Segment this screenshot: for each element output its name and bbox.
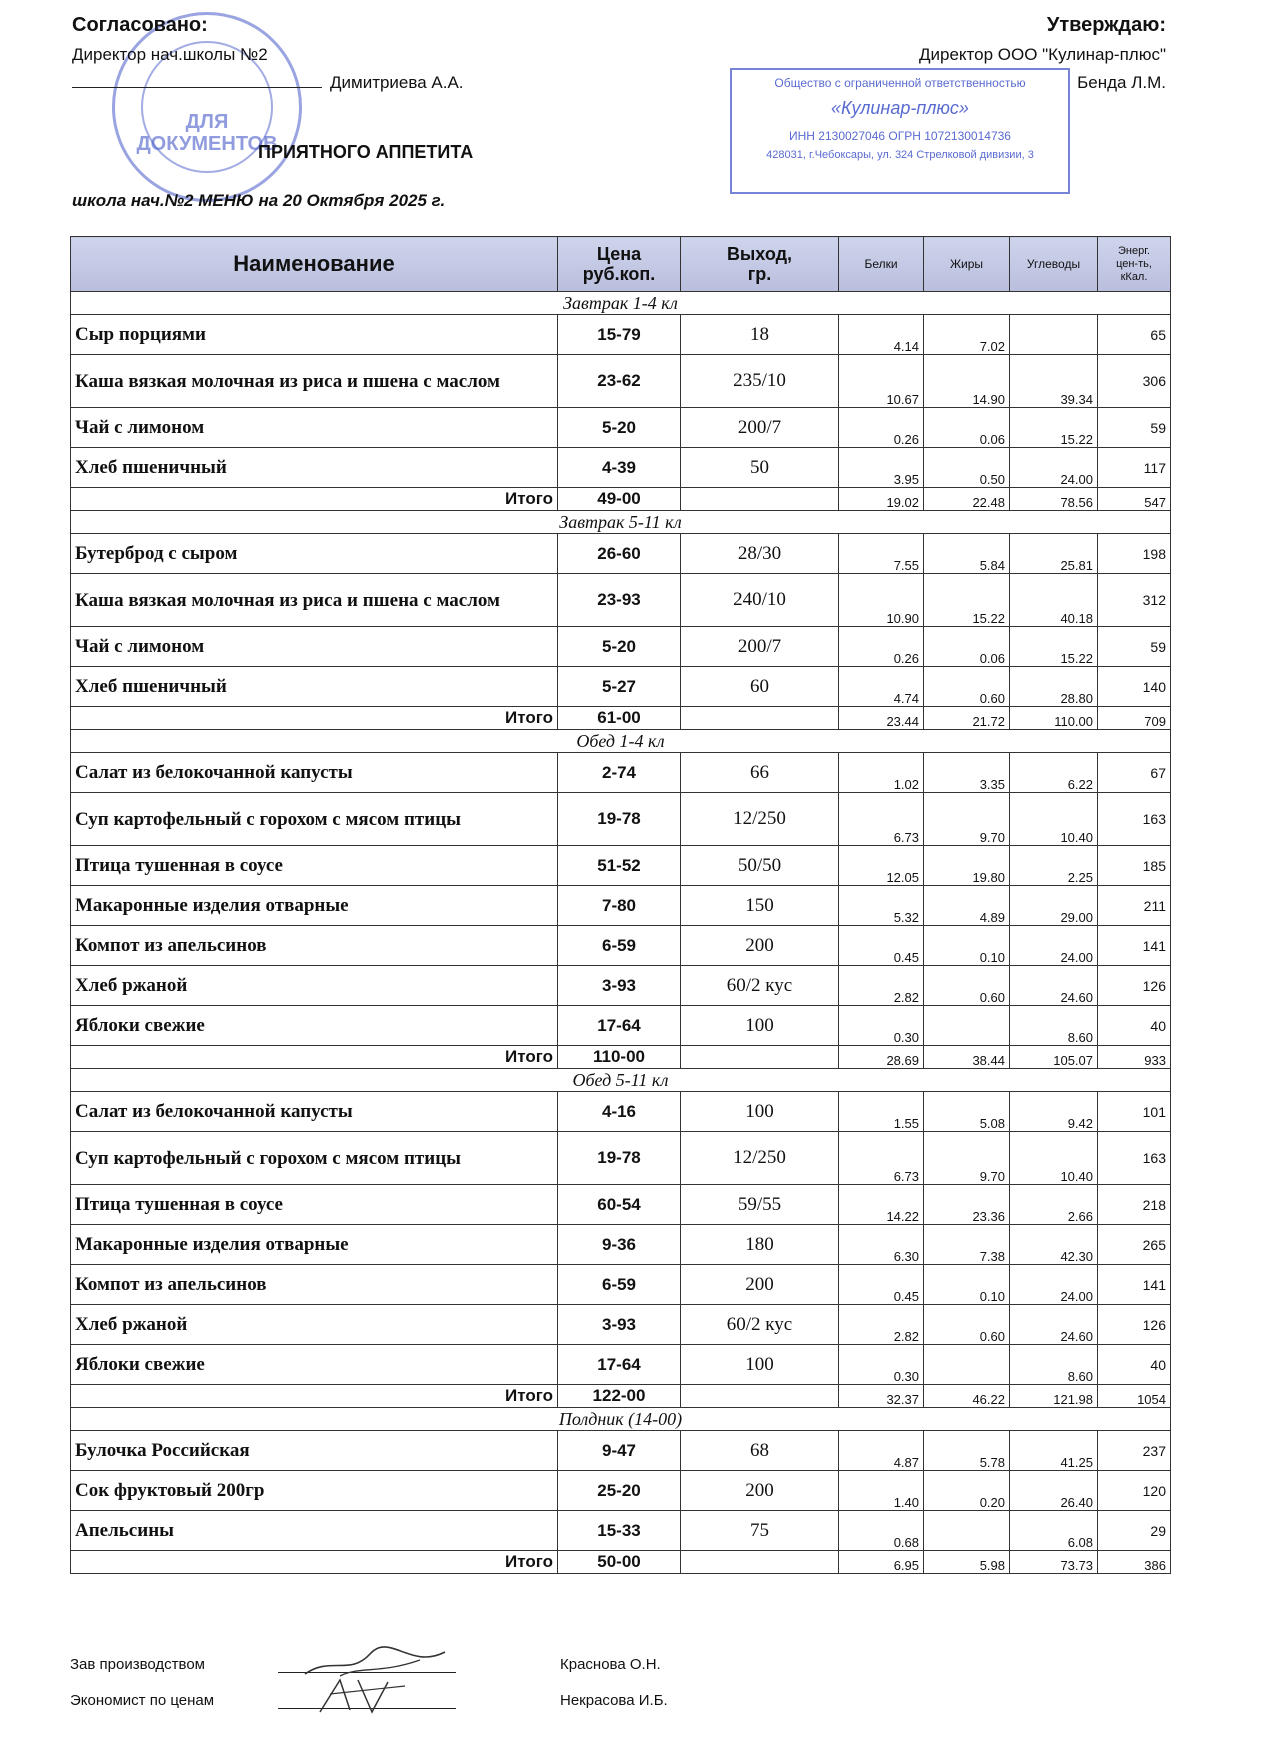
- dish-carbs: 25.81: [1010, 534, 1098, 574]
- dish-carbs: 6.08: [1010, 1511, 1098, 1551]
- total-yield-empty: [681, 1551, 839, 1574]
- dish-fat: [924, 1345, 1010, 1385]
- total-fat: 22.48: [924, 488, 1010, 511]
- dish-yield: 150: [681, 886, 839, 926]
- dish-name: Компот из апельсинов: [71, 926, 558, 966]
- dish-yield: 66: [681, 753, 839, 793]
- dish-yield: 200: [681, 926, 839, 966]
- dish-name: Салат из белокочанной капусты: [71, 753, 558, 793]
- dish-protein: 12.05: [839, 846, 924, 886]
- dish-energy: 65: [1098, 315, 1171, 355]
- dish-name: Суп картофельный с горохом с мясом птицы: [71, 793, 558, 846]
- dish-yield: 100: [681, 1006, 839, 1046]
- dish-yield: 100: [681, 1345, 839, 1385]
- table-row: [71, 1511, 1171, 1551]
- dish-energy: 218: [1098, 1185, 1171, 1225]
- dish-energy: 141: [1098, 1265, 1171, 1305]
- dish-name: Сыр порциями: [71, 315, 558, 355]
- dish-name: Хлеб ржаной: [71, 966, 558, 1006]
- dish-fat: 0.60: [924, 1305, 1010, 1345]
- dish-price: 19-78: [558, 1132, 681, 1185]
- dish-carbs: 15.22: [1010, 408, 1098, 448]
- table-row: [71, 1132, 1171, 1185]
- signature-economist: [310, 1672, 420, 1720]
- dish-energy: 198: [1098, 534, 1171, 574]
- dish-protein: 4.74: [839, 667, 924, 707]
- dish-name: Салат из белокочанной капусты: [71, 1092, 558, 1132]
- total-label: Итого: [71, 707, 558, 730]
- dish-name: Апельсины: [71, 1511, 558, 1551]
- dish-carbs: [1010, 315, 1098, 355]
- section-row: [71, 292, 1171, 315]
- dish-price: 3-93: [558, 1305, 681, 1345]
- menu-table-body: [71, 292, 1171, 1574]
- dish-name: Яблоки свежие: [71, 1345, 558, 1385]
- table-row: [71, 534, 1171, 574]
- total-fat: 21.72: [924, 707, 1010, 730]
- dish-energy: 265: [1098, 1225, 1171, 1265]
- dish-fat: 23.36: [924, 1185, 1010, 1225]
- dish-energy: 59: [1098, 408, 1171, 448]
- section-title: Завтрак 5-11 кл: [71, 511, 1171, 534]
- dish-carbs: 24.00: [1010, 1265, 1098, 1305]
- dish-protein: 3.95: [839, 448, 924, 488]
- total-row: [71, 707, 1171, 730]
- table-row: [71, 1345, 1171, 1385]
- dish-price: 5-20: [558, 408, 681, 448]
- dish-price: 5-27: [558, 667, 681, 707]
- dish-carbs: 15.22: [1010, 627, 1098, 667]
- dish-fat: 7.38: [924, 1225, 1010, 1265]
- total-energy: 933: [1098, 1046, 1171, 1069]
- dish-energy: 120: [1098, 1471, 1171, 1511]
- dish-fat: 0.60: [924, 966, 1010, 1006]
- dish-price: 26-60: [558, 534, 681, 574]
- dish-carbs: 24.60: [1010, 966, 1098, 1006]
- dish-fat: 5.78: [924, 1431, 1010, 1471]
- total-row: [71, 488, 1171, 511]
- total-row: [71, 1046, 1171, 1069]
- total-row: [71, 1551, 1171, 1574]
- dish-fat: 4.89: [924, 886, 1010, 926]
- dish-protein: 6.30: [839, 1225, 924, 1265]
- table-row: [71, 846, 1171, 886]
- dish-carbs: 2.25: [1010, 846, 1098, 886]
- dish-energy: 306: [1098, 355, 1171, 408]
- section-title: Завтрак 1-4 кл: [71, 292, 1171, 315]
- table-row: [71, 315, 1171, 355]
- round-stamp-text: ДЛЯ ДОКУМЕНТОВ: [136, 111, 278, 155]
- table-row: [71, 574, 1171, 627]
- col-protein: Белки: [839, 237, 924, 292]
- dish-protein: 1.02: [839, 753, 924, 793]
- total-energy: 1054: [1098, 1385, 1171, 1408]
- dish-name: Чай с лимоном: [71, 408, 558, 448]
- dish-carbs: 2.66: [1010, 1185, 1098, 1225]
- total-protein: 32.37: [839, 1385, 924, 1408]
- dish-name: Бутерброд с сыром: [71, 534, 558, 574]
- dish-fat: 14.90: [924, 355, 1010, 408]
- total-protein: 23.44: [839, 707, 924, 730]
- dish-protein: 10.90: [839, 574, 924, 627]
- table-row: [71, 886, 1171, 926]
- dish-yield: 12/250: [681, 793, 839, 846]
- dish-price: 6-59: [558, 926, 681, 966]
- table-row: [71, 1305, 1171, 1345]
- approved-title: Утверждаю:: [1046, 14, 1166, 36]
- dish-carbs: 39.34: [1010, 355, 1098, 408]
- total-yield-empty: [681, 1046, 839, 1069]
- dish-name: Чай с лимоном: [71, 627, 558, 667]
- dish-protein: 0.30: [839, 1006, 924, 1046]
- stamp-line-1: Общество с ограниченной ответственностью: [774, 76, 1026, 90]
- dish-carbs: 24.60: [1010, 1305, 1098, 1345]
- table-row: [71, 966, 1171, 1006]
- dish-energy: 40: [1098, 1345, 1171, 1385]
- total-label: Итого: [71, 1046, 558, 1069]
- dish-yield: 200: [681, 1471, 839, 1511]
- dish-carbs: 10.40: [1010, 1132, 1098, 1185]
- dish-energy: 40: [1098, 1006, 1171, 1046]
- dish-energy: 237: [1098, 1431, 1171, 1471]
- dish-name: Птица тушенная в соусе: [71, 1185, 558, 1225]
- table-row: [71, 1006, 1171, 1046]
- dish-price: 4-39: [558, 448, 681, 488]
- dish-price: 6-59: [558, 1265, 681, 1305]
- total-protein: 6.95: [839, 1551, 924, 1574]
- dish-price: 19-78: [558, 793, 681, 846]
- dish-fat: 0.50: [924, 448, 1010, 488]
- dish-protein: 0.45: [839, 926, 924, 966]
- dish-yield: 100: [681, 1092, 839, 1132]
- dish-yield: 60/2 кус: [681, 1305, 839, 1345]
- col-price: Цена руб.коп.: [558, 237, 681, 292]
- dish-price: 23-62: [558, 355, 681, 408]
- table-row: [71, 408, 1171, 448]
- total-price: 110-00: [558, 1046, 681, 1069]
- menu-date: школа нач.№2 МЕНЮ на 20 Октября 2025 г.: [72, 191, 446, 210]
- section-title: Полдник (14-00): [71, 1408, 1171, 1431]
- dish-carbs: 9.42: [1010, 1092, 1098, 1132]
- dish-energy: 185: [1098, 846, 1171, 886]
- dish-name: Хлеб пшеничный: [71, 667, 558, 707]
- agreed-signature-line: [72, 73, 632, 93]
- dish-carbs: 10.40: [1010, 793, 1098, 846]
- dish-name: Яблоки свежие: [71, 1006, 558, 1046]
- total-yield-empty: [681, 1385, 839, 1408]
- dish-protein: 6.73: [839, 1132, 924, 1185]
- dish-fat: 7.02: [924, 315, 1010, 355]
- dish-fat: 0.06: [924, 627, 1010, 667]
- total-protein: 19.02: [839, 488, 924, 511]
- dish-price: 25-20: [558, 1471, 681, 1511]
- dish-yield: 28/30: [681, 534, 839, 574]
- menu-table: [70, 236, 1171, 1574]
- dish-price: 17-64: [558, 1006, 681, 1046]
- footer-label-economist: Экономист по ценам: [70, 1692, 215, 1709]
- dish-yield: 18: [681, 315, 839, 355]
- dish-energy: 141: [1098, 926, 1171, 966]
- dish-yield: 200/7: [681, 627, 839, 667]
- dish-carbs: 24.00: [1010, 926, 1098, 966]
- dish-protein: 0.45: [839, 1265, 924, 1305]
- table-row: [71, 355, 1171, 408]
- approval-block-left: [72, 14, 632, 93]
- table-row: [71, 793, 1171, 846]
- dish-yield: 50: [681, 448, 839, 488]
- dish-carbs: 6.22: [1010, 753, 1098, 793]
- dish-energy: 126: [1098, 966, 1171, 1006]
- dish-protein: 0.26: [839, 627, 924, 667]
- dish-carbs: 28.80: [1010, 667, 1098, 707]
- dish-fat: [924, 1006, 1010, 1046]
- total-yield-empty: [681, 488, 839, 511]
- dish-yield: 59/55: [681, 1185, 839, 1225]
- dish-protein: 7.55: [839, 534, 924, 574]
- dish-price: 7-80: [558, 886, 681, 926]
- dish-name: Суп картофельный с горохом с мясом птицы: [71, 1132, 558, 1185]
- dish-energy: 140: [1098, 667, 1171, 707]
- col-name: Наименование: [71, 237, 558, 292]
- table-row: [71, 1265, 1171, 1305]
- total-label: Итого: [71, 1551, 558, 1574]
- col-fat: Жиры: [924, 237, 1010, 292]
- col-yield: Выход, гр.: [681, 237, 839, 292]
- dish-name: Хлеб пшеничный: [71, 448, 558, 488]
- approved-line-1: Директор ООО "Кулинар-плюс": [918, 45, 1166, 64]
- total-fat: 46.22: [924, 1385, 1010, 1408]
- dish-energy: 59: [1098, 627, 1171, 667]
- stamp-line-3: ИНН 2130027046 ОГРН 1072130014736: [789, 129, 1011, 143]
- total-carbs: 121.98: [1010, 1385, 1098, 1408]
- dish-fat: 5.84: [924, 534, 1010, 574]
- dish-protein: 1.55: [839, 1092, 924, 1132]
- dish-energy: 126: [1098, 1305, 1171, 1345]
- dish-fat: [924, 1511, 1010, 1551]
- table-row: [71, 1185, 1171, 1225]
- total-energy: 709: [1098, 707, 1171, 730]
- dish-protein: 10.67: [839, 355, 924, 408]
- agreed-line-2: Димитриева А.А.: [330, 73, 464, 92]
- col-carbs: Углеводы: [1010, 237, 1098, 292]
- dish-carbs: 26.40: [1010, 1471, 1098, 1511]
- dish-protein: 2.82: [839, 966, 924, 1006]
- dish-price: 17-64: [558, 1345, 681, 1385]
- dish-protein: 2.82: [839, 1305, 924, 1345]
- table-row: [71, 926, 1171, 966]
- dish-yield: 235/10: [681, 355, 839, 408]
- dish-protein: 0.30: [839, 1345, 924, 1385]
- total-carbs: 78.56: [1010, 488, 1098, 511]
- dish-yield: 200: [681, 1265, 839, 1305]
- dish-protein: 5.32: [839, 886, 924, 926]
- dish-name: Макаронные изделия отварные: [71, 886, 558, 926]
- dish-yield: 12/250: [681, 1132, 839, 1185]
- dish-protein: 14.22: [839, 1185, 924, 1225]
- table-row: [71, 1431, 1171, 1471]
- agreed-line-1: Директор нач.школы №2: [72, 45, 268, 64]
- dish-fat: 19.80: [924, 846, 1010, 886]
- total-price: 122-00: [558, 1385, 681, 1408]
- dish-fat: 0.60: [924, 667, 1010, 707]
- dish-energy: 163: [1098, 1132, 1171, 1185]
- dish-yield: 50/50: [681, 846, 839, 886]
- dish-yield: 200/7: [681, 408, 839, 448]
- dish-energy: 29: [1098, 1511, 1171, 1551]
- dish-fat: 9.70: [924, 1132, 1010, 1185]
- dish-fat: 0.10: [924, 926, 1010, 966]
- dish-fat: 3.35: [924, 753, 1010, 793]
- dish-yield: 75: [681, 1511, 839, 1551]
- dish-energy: 101: [1098, 1092, 1171, 1132]
- dish-fat: 0.10: [924, 1265, 1010, 1305]
- dish-protein: 4.87: [839, 1431, 924, 1471]
- dish-name: Хлеб ржаной: [71, 1305, 558, 1345]
- section-row: [71, 1069, 1171, 1092]
- menu-title: ПРИЯТНОГО АППЕТИТА: [258, 142, 474, 162]
- total-carbs: 110.00: [1010, 707, 1098, 730]
- table-row: [71, 753, 1171, 793]
- total-row: [71, 1385, 1171, 1408]
- dish-carbs: 8.60: [1010, 1345, 1098, 1385]
- table-row: [71, 1225, 1171, 1265]
- approved-signature-line: [706, 73, 1166, 93]
- dish-carbs: 8.60: [1010, 1006, 1098, 1046]
- dish-price: 9-47: [558, 1431, 681, 1471]
- total-fat: 38.44: [924, 1046, 1010, 1069]
- dish-carbs: 41.25: [1010, 1431, 1098, 1471]
- dish-name: Птица тушенная в соусе: [71, 846, 558, 886]
- dish-carbs: 29.00: [1010, 886, 1098, 926]
- section-row: [71, 511, 1171, 534]
- section-row: [71, 1408, 1171, 1431]
- dish-name: Каша вязкая молочная из риса и пшена с маслом: [71, 574, 558, 627]
- dish-energy: 312: [1098, 574, 1171, 627]
- dish-price: 23-93: [558, 574, 681, 627]
- dish-protein: 1.40: [839, 1471, 924, 1511]
- section-title: Обед 5-11 кл: [71, 1069, 1171, 1092]
- col-energy: Энерг. цен-ть, кКал.: [1098, 237, 1171, 292]
- section-title: Обед 1-4 кл: [71, 730, 1171, 753]
- dish-price: 4-16: [558, 1092, 681, 1132]
- total-label: Итого: [71, 1385, 558, 1408]
- total-price: 50-00: [558, 1551, 681, 1574]
- dish-yield: 68: [681, 1431, 839, 1471]
- dish-carbs: 24.00: [1010, 448, 1098, 488]
- dish-energy: 117: [1098, 448, 1171, 488]
- total-energy: 547: [1098, 488, 1171, 511]
- table-row: [71, 667, 1171, 707]
- dish-protein: 6.73: [839, 793, 924, 846]
- dish-price: 15-33: [558, 1511, 681, 1551]
- dish-energy: 163: [1098, 793, 1171, 846]
- total-carbs: 105.07: [1010, 1046, 1098, 1069]
- table-row: [71, 627, 1171, 667]
- dish-fat: 0.06: [924, 408, 1010, 448]
- approved-line-2: Бенда Л.М.: [1077, 73, 1166, 92]
- dish-price: 15-79: [558, 315, 681, 355]
- dish-yield: 60/2 кус: [681, 966, 839, 1006]
- dish-name: Компот из апельсинов: [71, 1265, 558, 1305]
- total-energy: 386: [1098, 1551, 1171, 1574]
- total-price: 61-00: [558, 707, 681, 730]
- total-yield-empty: [681, 707, 839, 730]
- table-row: [71, 448, 1171, 488]
- total-carbs: 73.73: [1010, 1551, 1098, 1574]
- dish-carbs: 42.30: [1010, 1225, 1098, 1265]
- dish-name: Булочка Российская: [71, 1431, 558, 1471]
- dish-fat: 5.08: [924, 1092, 1010, 1132]
- dish-name: Сок фруктовый 200гр: [71, 1471, 558, 1511]
- dish-fat: 9.70: [924, 793, 1010, 846]
- stamp-line-2: «Кулинар-плюс»: [831, 98, 969, 118]
- stamp-line-4: 428031, г.Чебоксары, ул. 324 Стрелковой дивизии, 3: [766, 149, 1034, 161]
- dish-name: Каша вязкая молочная из риса и пшена с маслом: [71, 355, 558, 408]
- total-price: 49-00: [558, 488, 681, 511]
- dish-protein: 0.68: [839, 1511, 924, 1551]
- agreed-title: Согласовано:: [72, 14, 208, 36]
- dish-yield: 60: [681, 667, 839, 707]
- dish-yield: 180: [681, 1225, 839, 1265]
- dish-protein: 0.26: [839, 408, 924, 448]
- footer-label-production: Зав производством: [70, 1656, 205, 1673]
- section-row: [71, 730, 1171, 753]
- footer-name-economist: Некрасова И.Б.: [560, 1692, 668, 1709]
- dish-energy: 211: [1098, 886, 1171, 926]
- dish-yield: 240/10: [681, 574, 839, 627]
- dish-price: 60-54: [558, 1185, 681, 1225]
- dish-price: 5-20: [558, 627, 681, 667]
- footer-name-production: Краснова О.Н.: [560, 1656, 661, 1673]
- table-header-row: [71, 237, 1171, 292]
- dish-fat: 0.20: [924, 1471, 1010, 1511]
- dish-price: 9-36: [558, 1225, 681, 1265]
- approval-block-right: [706, 14, 1166, 93]
- dish-carbs: 40.18: [1010, 574, 1098, 627]
- table-row: [71, 1092, 1171, 1132]
- dish-fat: 15.22: [924, 574, 1010, 627]
- dish-price: 3-93: [558, 966, 681, 1006]
- dish-price: 2-74: [558, 753, 681, 793]
- total-label: Итого: [71, 488, 558, 511]
- dish-name: Макаронные изделия отварные: [71, 1225, 558, 1265]
- dish-price: 51-52: [558, 846, 681, 886]
- dish-energy: 67: [1098, 753, 1171, 793]
- dish-protein: 4.14: [839, 315, 924, 355]
- total-fat: 5.98: [924, 1551, 1010, 1574]
- table-row: [71, 1471, 1171, 1511]
- total-protein: 28.69: [839, 1046, 924, 1069]
